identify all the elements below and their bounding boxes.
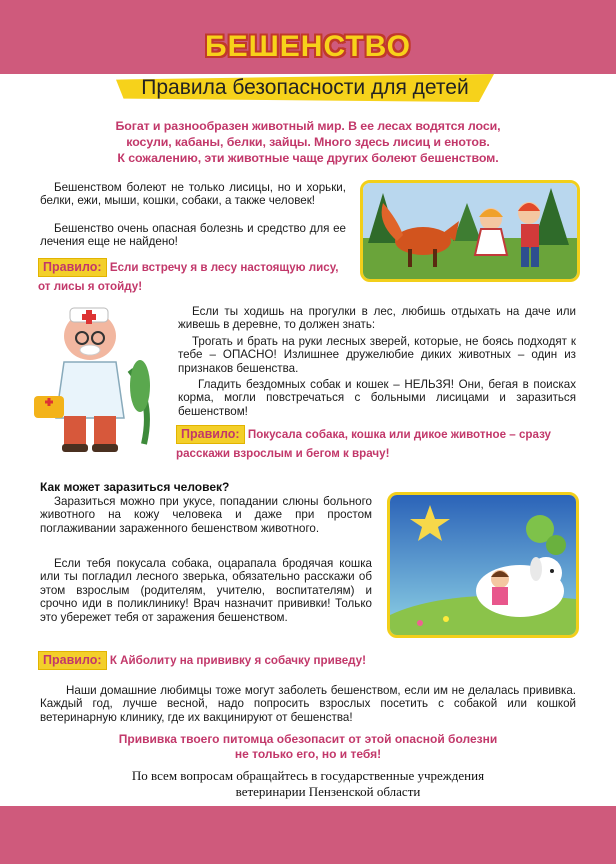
girl-dog-illustration <box>387 492 579 638</box>
bottom-banner <box>0 806 616 864</box>
rule-block-1 <box>38 258 348 296</box>
intro-text <box>40 118 576 166</box>
rule-block-3 <box>38 651 578 670</box>
rule-text: расскажи взрослым и бегом к врачу! <box>176 447 390 460</box>
section2-paragraph: Трогать и брать на руки лесных зверей, которые, не боясь подходят к тебе – ОПАСНО! Излишнее дружелюбие диких животных – один из признаков бешенства. <box>178 335 576 375</box>
footer-line: ветеринарии Пензенской области <box>235 784 421 799</box>
section3-heading: Как может заразиться человек? <box>40 480 230 494</box>
section2-paragraph: Гладить бездомных собак и кошек – НЕЛЬЗЯ! Они, бегая в поисках корма, могли повстречаться с больными лисицами и заразиться бешенством! <box>178 378 576 418</box>
slogan-line: не только его, но и тебя! <box>234 747 382 761</box>
rule-label: Правило: <box>176 425 245 444</box>
section3-paragraph: Заразиться можно при укусе, попадании слюны больного животного на кожу человека и даже при простом поглаживании зараженного бешенством животного. <box>40 495 372 535</box>
rule-block-2 <box>176 425 576 463</box>
slogan <box>40 732 576 762</box>
intro-line: Богат и разнообразен животный мир. В ее лесах водятся лоси, <box>115 119 501 133</box>
intro-line: К сожалению, эти животные чаще других болеют бешенством. <box>117 151 499 165</box>
fox-children-illustration <box>360 180 580 282</box>
rule-text: Покусала собака, кошка или дикое животное – сразу <box>247 428 551 441</box>
page-title: БЕШЕНСТВО <box>205 30 411 63</box>
section3-paragraph: Если тебя покусала собака, оцарапала бродячая кошка или ты погладил лесного зверька, обязательно расскажи об этом взрослым (родителям, учителю, воспитателям) и срочно иди в поликлинику! Врач назначит прививки! Только это убережет тебя от заражения бешенством. <box>40 557 372 624</box>
section2-paragraph: Если ты ходишь на прогулки в лес, любишь отдыхать на даче или живешь в деревне, то должен знать: <box>178 305 576 332</box>
slogan-line: Прививка твоего питомца обезопасит от этой опасной болезни <box>118 732 498 746</box>
rule-label: Правило: <box>38 651 107 670</box>
intro-line: косули, кабаны, белки, зайцы. Много здесь лисиц и енотов. <box>126 135 490 149</box>
subtitle-banner <box>116 74 494 102</box>
rule-text: К Айболиту на прививку я собачку приведу! <box>109 654 366 667</box>
rule-text: от лисы я отойду! <box>38 280 143 293</box>
page-subtitle: Правила безопасности для детей <box>141 76 469 99</box>
section1-paragraph: Бешенство очень опасная болезнь и средство для ее лечения еще не найдено! <box>40 222 346 249</box>
closing-paragraph: Наши домашние любимцы тоже могут заболеть бешенством, если им не делалась прививка. Каждый год, лучше весной, надо попросить взрослых посетить с собакой или кошкой ветеринарную клинику, где их вакцинируют от бешенства! <box>40 684 576 724</box>
doctor-illustration <box>26 300 166 460</box>
footer-line: По всем вопросам обращайтесь в государственные учреждения <box>131 768 485 783</box>
rule-label: Правило: <box>38 258 107 277</box>
footer-contact <box>40 768 576 800</box>
section1-paragraph: Бешенством болеют не только лисицы, но и хорьки, белки, ежи, мыши, кошки, собаки, а также человек! <box>40 181 346 208</box>
rule-text: Если встречу я в лесу настоящую лису, <box>109 261 339 274</box>
